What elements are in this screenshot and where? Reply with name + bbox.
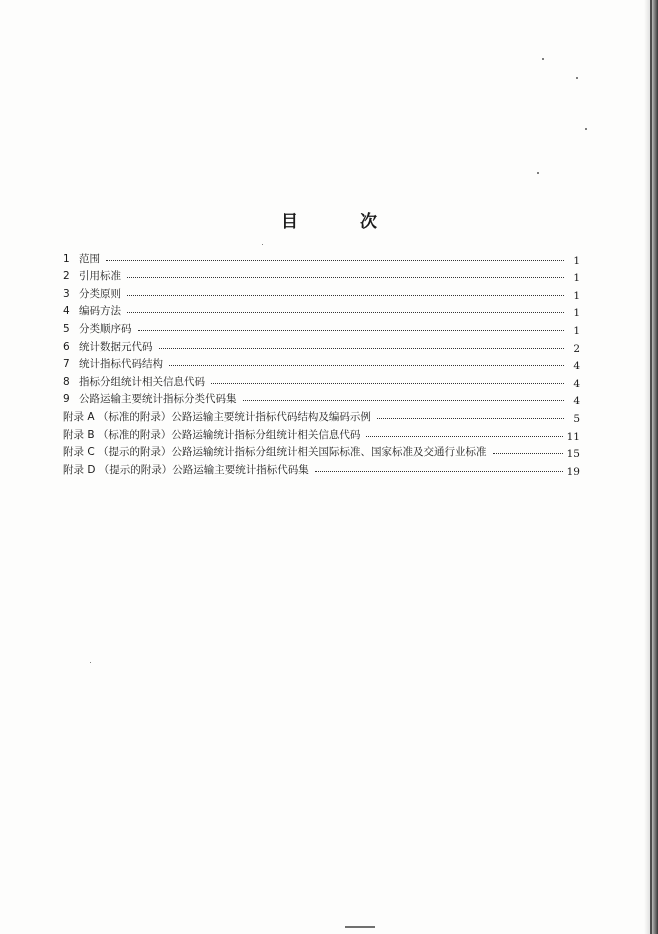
toc-entry-label: 附录 A （标准的附录）公路运输主要统计指标代码结构及编码示例 bbox=[63, 410, 371, 423]
toc-leader-dots bbox=[127, 295, 564, 296]
scan-speck bbox=[576, 77, 578, 79]
toc-entry-page: 11 bbox=[566, 430, 580, 443]
toc-entry[interactable] bbox=[63, 265, 580, 283]
toc-entry-label: 范围 bbox=[79, 252, 100, 265]
toc-entry[interactable] bbox=[63, 458, 580, 476]
toc-entry[interactable] bbox=[63, 282, 580, 300]
toc-entry[interactable] bbox=[63, 317, 580, 335]
toc-entry-number: 4 bbox=[63, 305, 70, 318]
toc-entry-label: 分类顺序码 bbox=[79, 322, 132, 335]
toc-entry-label: 附录 C （提示的附录）公路运输统计指标分组统计相关国际标准、国家标准及交通行业标准 bbox=[63, 446, 487, 459]
toc-leader-dots bbox=[138, 330, 565, 331]
toc-entry-page: 1 bbox=[573, 289, 580, 302]
toc-entry-page: 4 bbox=[573, 395, 580, 408]
toc-entry-page: 1 bbox=[573, 307, 580, 320]
toc-entry-page: 2 bbox=[573, 342, 580, 355]
toc-entry-page: 15 bbox=[566, 448, 580, 461]
toc-entry-label: 分类原则 bbox=[79, 287, 121, 300]
toc-entry-page: 4 bbox=[573, 377, 580, 390]
toc-entry-label: 统计指标代码结构 bbox=[79, 358, 163, 371]
scan-speck bbox=[537, 172, 539, 174]
toc-entry-number: 7 bbox=[63, 358, 70, 371]
toc-entry-number: 8 bbox=[63, 375, 70, 388]
toc-entry-page: 1 bbox=[573, 254, 580, 267]
toc-leader-dots bbox=[127, 312, 564, 313]
toc-entry[interactable] bbox=[63, 388, 580, 406]
toc-entry[interactable] bbox=[63, 353, 580, 371]
toc-entry[interactable] bbox=[63, 441, 580, 459]
toc-entry-label: 统计数据元代码 bbox=[79, 340, 153, 353]
toc-leader-dots bbox=[366, 436, 562, 437]
toc-leader-dots bbox=[159, 348, 565, 349]
scan-edge-line bbox=[650, 0, 652, 934]
toc-entry-number: 9 bbox=[63, 393, 70, 406]
toc-entry-number: 2 bbox=[63, 270, 70, 283]
toc-entry-label: 附录 D （提示的附录）公路运输主要统计指标代码集 bbox=[63, 463, 309, 476]
toc-entry-label: 指标分组统计相关信息代码 bbox=[79, 375, 205, 388]
toc-leader-dots bbox=[377, 418, 564, 419]
scan-speck bbox=[585, 128, 587, 130]
toc-leader-dots bbox=[127, 277, 564, 278]
toc-entry[interactable] bbox=[63, 405, 580, 423]
toc-leader-dots bbox=[211, 383, 564, 384]
table-of-contents bbox=[63, 247, 580, 476]
toc-entry[interactable] bbox=[63, 300, 580, 318]
toc-entry-page: 5 bbox=[573, 412, 580, 425]
page-footer-mark bbox=[345, 926, 375, 934]
toc-entry-number: 3 bbox=[63, 287, 70, 300]
page-title: 目 次 bbox=[281, 212, 405, 232]
toc-leader-dots bbox=[106, 260, 564, 261]
toc-entry-label: 公路运输主要统计指标分类代码集 bbox=[79, 393, 237, 406]
toc-entry-label: 引用标准 bbox=[79, 270, 121, 283]
toc-entry[interactable] bbox=[63, 335, 580, 353]
toc-leader-dots bbox=[169, 365, 564, 366]
toc-leader-dots bbox=[243, 400, 565, 401]
toc-leader-dots bbox=[493, 453, 563, 454]
toc-entry-label: 附录 B （标准的附录）公路运输统计指标分组统计相关信息代码 bbox=[63, 428, 361, 441]
toc-entry-page: 4 bbox=[573, 360, 580, 373]
scan-speck bbox=[90, 662, 91, 663]
toc-entry-page: 19 bbox=[566, 465, 580, 478]
toc-entry-number: 1 bbox=[63, 252, 70, 265]
toc-entry[interactable] bbox=[63, 370, 580, 388]
toc-entry[interactable] bbox=[63, 423, 580, 441]
toc-leader-dots bbox=[315, 471, 563, 472]
toc-entry-page: 1 bbox=[573, 272, 580, 285]
toc-entry-label: 编码方法 bbox=[79, 305, 121, 318]
toc-entry[interactable] bbox=[63, 247, 580, 265]
scan-speck bbox=[542, 58, 544, 60]
toc-entry-number: 5 bbox=[63, 322, 70, 335]
toc-entry-number: 6 bbox=[63, 340, 70, 353]
scan-speck bbox=[262, 244, 263, 245]
toc-entry-page: 1 bbox=[573, 324, 580, 337]
